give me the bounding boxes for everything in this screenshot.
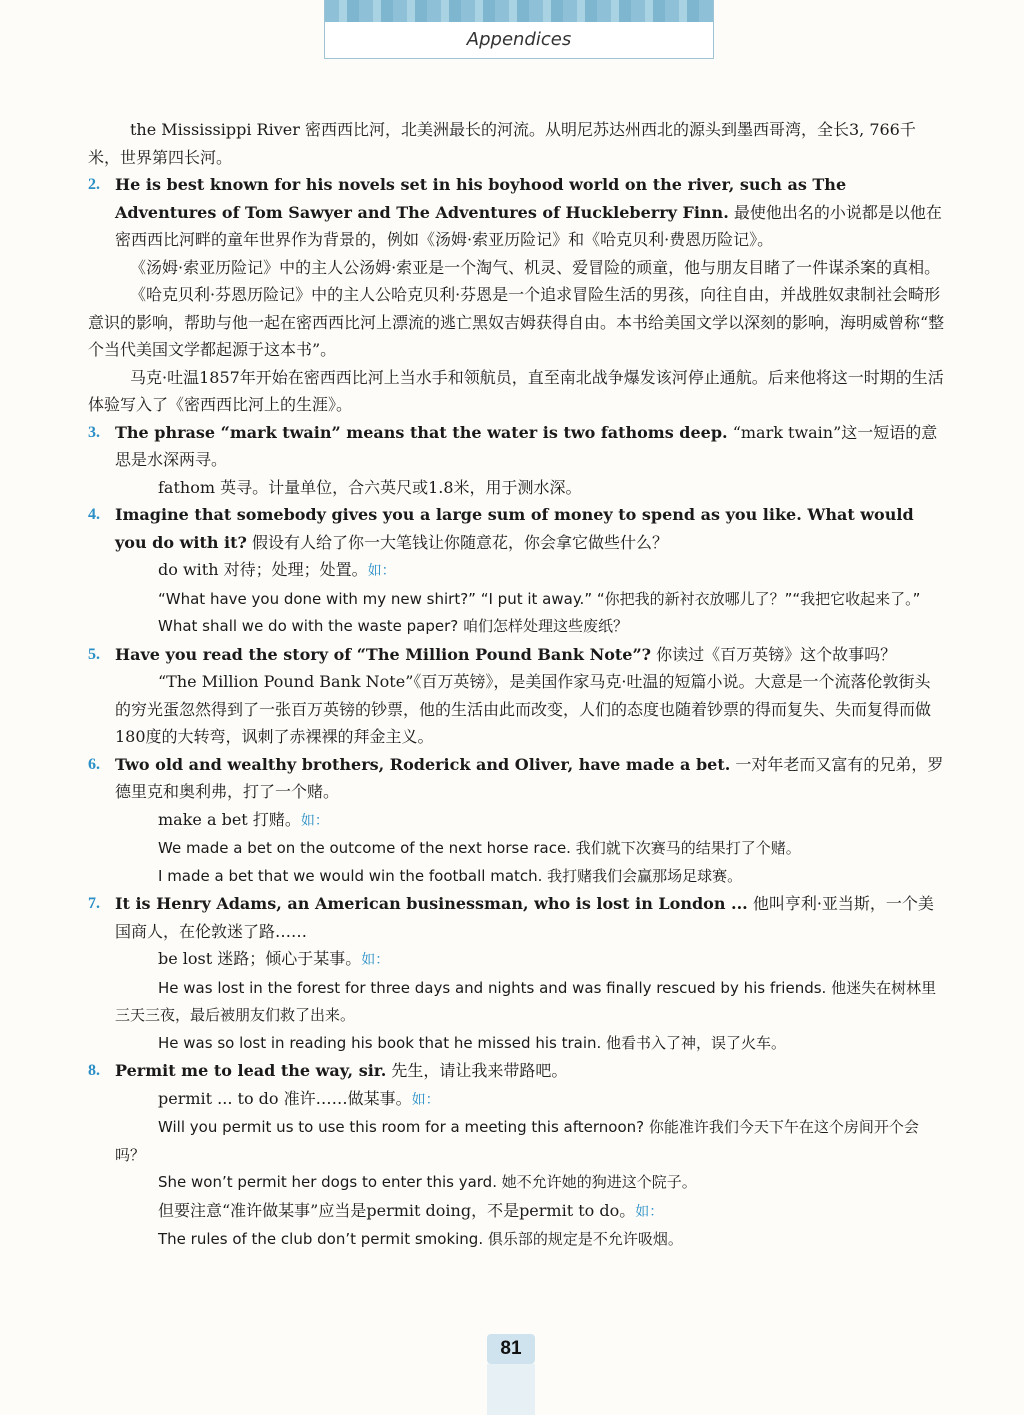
- explanation-text: make a bet 打赌。: [158, 809, 301, 829]
- item-explanation: [88, 1085, 946, 1115]
- header-tab: [324, 0, 714, 59]
- item-explanation: fathom 英寻。计量单位，合六英尺或1.8米，用于测水深。: [158, 477, 582, 497]
- example-marker: 如：: [367, 563, 396, 579]
- explanation-text: permit ... to do 准许……做某事。: [158, 1088, 412, 1108]
- example-sentence: Will you permit us to use this room for a meeting this afternoon? 你能准许我们今天下午在这个房间开个会吗？: [115, 1118, 919, 1164]
- example-marker: 如：: [300, 812, 329, 829]
- example-sentence: The rules of the club don’t permit smoking. 俱乐部的规定是不允许吸烟。: [158, 1230, 683, 1248]
- item-number: 8.: [88, 1062, 100, 1079]
- item-heading: Two old and wealthy brothers, Roderick and Oliver, have made a bet.: [115, 754, 731, 774]
- item-translation: “mark twain”这一短语的意思是水深两寻。: [115, 422, 938, 469]
- intro-paragraph: the Mississippi River 密西西比河，北美洲最长的河流。从明尼苏达州西北的源头到墨西哥湾，全长3, 766千米，世界第四长河。: [88, 120, 916, 167]
- note-paragraph: 《汤姆·索亚历险记》中的主人公汤姆·索亚是一个淘气、机灵、爱冒险的顽童，他与朋友目睹了一件谋杀案的真相。: [130, 257, 941, 277]
- example-sentence: We made a bet on the outcome of the next horse race. 我们就下次赛马的结果打了个赌。: [158, 839, 801, 857]
- item-heading: Have you read the story of “The Million Pound Bank Note”?: [115, 644, 652, 664]
- item-number: 6.: [88, 755, 100, 773]
- note-paragraph: 《哈克贝利·芬恩历险记》中的主人公哈克贝利·芬恩是一个追求冒险生活的男孩，向往自由，并战胜奴隶制社会畸形意识的影响，帮助与他一起在密西西比河上漂流的逃亡黑奴吉姆获得自由。本书给美国文学以深刻的影响，海明威曾称“整个当代美国文学都起源于这本书”。: [88, 285, 945, 359]
- note-item-7: [88, 890, 946, 945]
- item-translation: 最使他出名的小说都是以他在密西西比河畔的童年世界作为背景的，例如《汤姆·索亚历险记》和《哈克贝利·费恩历险记》。: [115, 202, 942, 249]
- item-translation: 假设有人给了你一大笔钱让你随意花，你会拿它做些什么？: [246, 532, 668, 552]
- example-sentence: He was so lost in reading his book that he missed his train. 他看书入了神，误了火车。: [158, 1033, 787, 1052]
- example-sentence: “What have you done with my new shirt?” “I put it away.” “你把我的新衬衣放哪儿了？”“我把它收起来了。”: [158, 589, 921, 608]
- item-heading: Imagine that somebody gives you a large sum of money to spend as you like. What would you do with it?: [115, 505, 914, 552]
- item-translation: 你读过《百万英镑》这个故事吗？: [651, 644, 897, 664]
- note-item-8: [88, 1057, 946, 1085]
- item-number: 3.: [88, 423, 100, 441]
- item-explanation: [88, 1197, 946, 1227]
- item-number: 2.: [88, 176, 100, 193]
- item-number: 5.: [88, 645, 100, 663]
- item-translation: 一对年老而又富有的兄弟，罗德里克和奥利弗，打了一个赌。: [115, 754, 944, 801]
- item-explanation: [88, 556, 946, 586]
- note-item-2: [88, 171, 946, 254]
- example-marker: 如：: [411, 1091, 440, 1108]
- example-marker: 如：: [361, 952, 390, 968]
- item-translation: 先生，请让我来带路吧。: [386, 1061, 568, 1080]
- explanation-text: be lost 迷路；倾心于某事。: [158, 949, 362, 968]
- item-heading: He is best known for his novels set in his boyhood world on the river, such as The Adventures of Tom Sawyer and The Adventures of Huckleberry Finn.: [115, 175, 847, 222]
- example-sentence: She won’t permit her dogs to enter this yard. 她不允许她的狗进这个院子。: [158, 1173, 697, 1191]
- item-explanation: [88, 806, 946, 836]
- page-content: [88, 116, 946, 1254]
- item-heading: Permit me to lead the way, sir.: [115, 1061, 387, 1080]
- note-item-5: [88, 641, 946, 669]
- note-item-6: [88, 751, 946, 806]
- item-heading: The phrase “mark twain” means that the water is two fathoms deep.: [115, 422, 728, 442]
- item-heading: It is Henry Adams, an American businessman, who is lost in London ...: [115, 894, 748, 913]
- item-translation: 他叫亨利·亚当斯，一个美国商人，在伦敦迷了路……: [115, 894, 934, 941]
- item-explanation: [88, 945, 946, 975]
- note-item-3: [88, 419, 946, 474]
- explanation-text: do with 对待；处理；处置。: [158, 560, 368, 579]
- page-number-strip: [487, 1364, 535, 1415]
- example-sentence: I made a bet that we would win the football match. 我打赌我们会赢那场足球赛。: [158, 866, 743, 885]
- explanation-text: 但要注意“准许做某事”应当是permit doing，不是permit to do。: [158, 1200, 636, 1220]
- example-sentence: What shall we do with the waste paper? 咱们怎样处理这些废纸？: [158, 617, 629, 635]
- item-number: 7.: [88, 895, 100, 912]
- item-number: 4.: [88, 506, 100, 523]
- page-number: 81: [487, 1334, 535, 1364]
- example-sentence: He was lost in the forest for three days and nights and was finally rescued by his friends. 他迷失在树林里三天三夜，最后被朋友们救了出来。: [115, 978, 937, 1024]
- note-item-4: [88, 501, 946, 556]
- header-wave-band: [325, 0, 713, 22]
- example-marker: 如：: [635, 1203, 664, 1220]
- item-explanation: “The Million Pound Bank Note”《百万英镑》，是美国作家马克·吐温的短篇小说。大意是一个流落伦敦街头的穷光蛋忽然得到了一张百万英镑的钞票，他的生活由此而改变，人们的态度也随着钞票的得而复失、失而复得而做180度的大转弯，讽刺了赤裸裸的拜金主义。: [115, 672, 932, 746]
- running-header-title: Appendices: [466, 29, 572, 50]
- note-paragraph: 马克·吐温1857年开始在密西西比河上当水手和领航员，直至南北战争爆发该河停止通航。后来他将这一时期的生活体验写入了《密西西比河上的生涯》。: [88, 367, 944, 414]
